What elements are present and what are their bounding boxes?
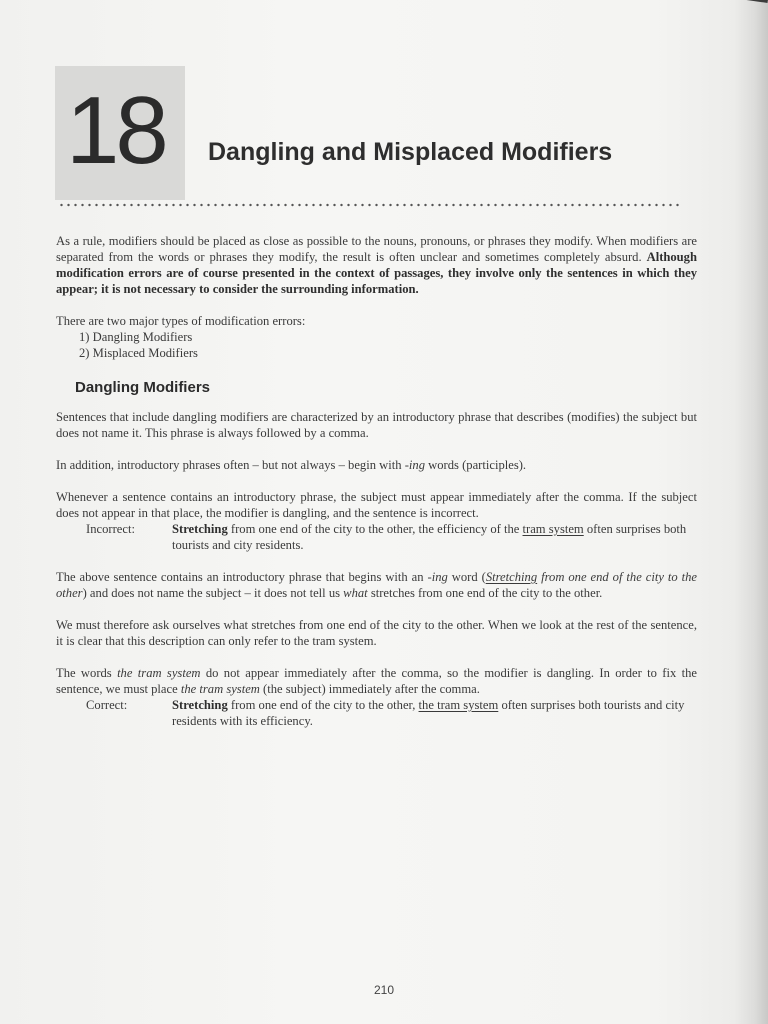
list-item-dangling: 1) Dangling Modifiers bbox=[79, 330, 193, 344]
example-incorrect bbox=[56, 521, 697, 553]
paragraph-ask: We must therefore ask ourselves what stretches from one end of the city to the other. When we look at the rest of the sentence, it is clear that this description can only refer to the tram system. bbox=[56, 618, 697, 648]
dotted-divider bbox=[58, 203, 682, 207]
list-item-misplaced: 2) Misplaced Modifiers bbox=[79, 346, 198, 360]
page-edge-shadow bbox=[734, 0, 768, 1024]
paragraph-analysis: The above sentence contains an introductory phrase that begins with an -ing word (Stretching from one end of the city to the other) and does not name the subject – it does not tell us what stretches from one end of the city to the other. bbox=[56, 570, 698, 600]
paragraph-dangling-definition: Sentences that include dangling modifiers are characterized by an introductory phrase that describes (modifies) the subject but does not name it. This phrase is always followed by a comma. bbox=[56, 410, 697, 440]
section-heading: Dangling Modifiers bbox=[75, 379, 210, 396]
types-intro: There are two major types of modification errors: bbox=[56, 314, 306, 328]
chapter-title: Dangling and Misplaced Modifiers bbox=[208, 138, 613, 166]
chapter-body bbox=[56, 233, 697, 729]
example-incorrect-sentence: Stretching from one end of the city to the other, the efficiency of the tram system often surprises both tourists and city residents. bbox=[172, 522, 687, 552]
example-incorrect-label: Incorrect: bbox=[86, 522, 135, 536]
paragraph-fix: The words the tram system do not appear immediately after the comma, so the modifier is dangling. In order to fix the sentence, we must place the tram system (the subject) immediately after the comma. bbox=[56, 666, 698, 696]
chapter-number: 18 bbox=[66, 77, 165, 184]
example-correct bbox=[56, 697, 697, 729]
paragraph-ing-words: In addition, introductory phrases often – but not always – begin with -ing words (participles). bbox=[56, 458, 527, 472]
page-number: 210 bbox=[373, 983, 395, 997]
example-correct-sentence: Stretching from one end of the city to the other, the tram system often surprises both tourists and city residents with its efficiency. bbox=[172, 698, 685, 728]
intro-paragraph: As a rule, modifiers should be placed as close as possible to the nouns, pronouns, or phrases they modify. When modifiers are separated from the words or phrases they modify, the result is often unclear and sometimes completely absurd. Although modification errors are of course presented in the context of passages, they involve only the sentences in which they appear; it is not necessary to consider the surrounding information. bbox=[56, 234, 697, 296]
intro-bold-text: Although modification errors are of course presented in the context of passages, they involve only the sentences in which they appear; it is not necessary to consider the surrounding information. bbox=[56, 250, 697, 296]
example-correct-label: Correct: bbox=[86, 698, 128, 712]
paragraph-subject-rule: Whenever a sentence contains an introductory phrase, the subject must appear immediately after the comma. If the subject does not appear in that place, the modifier is dangling, and the sentence is incorrect. bbox=[56, 490, 697, 520]
